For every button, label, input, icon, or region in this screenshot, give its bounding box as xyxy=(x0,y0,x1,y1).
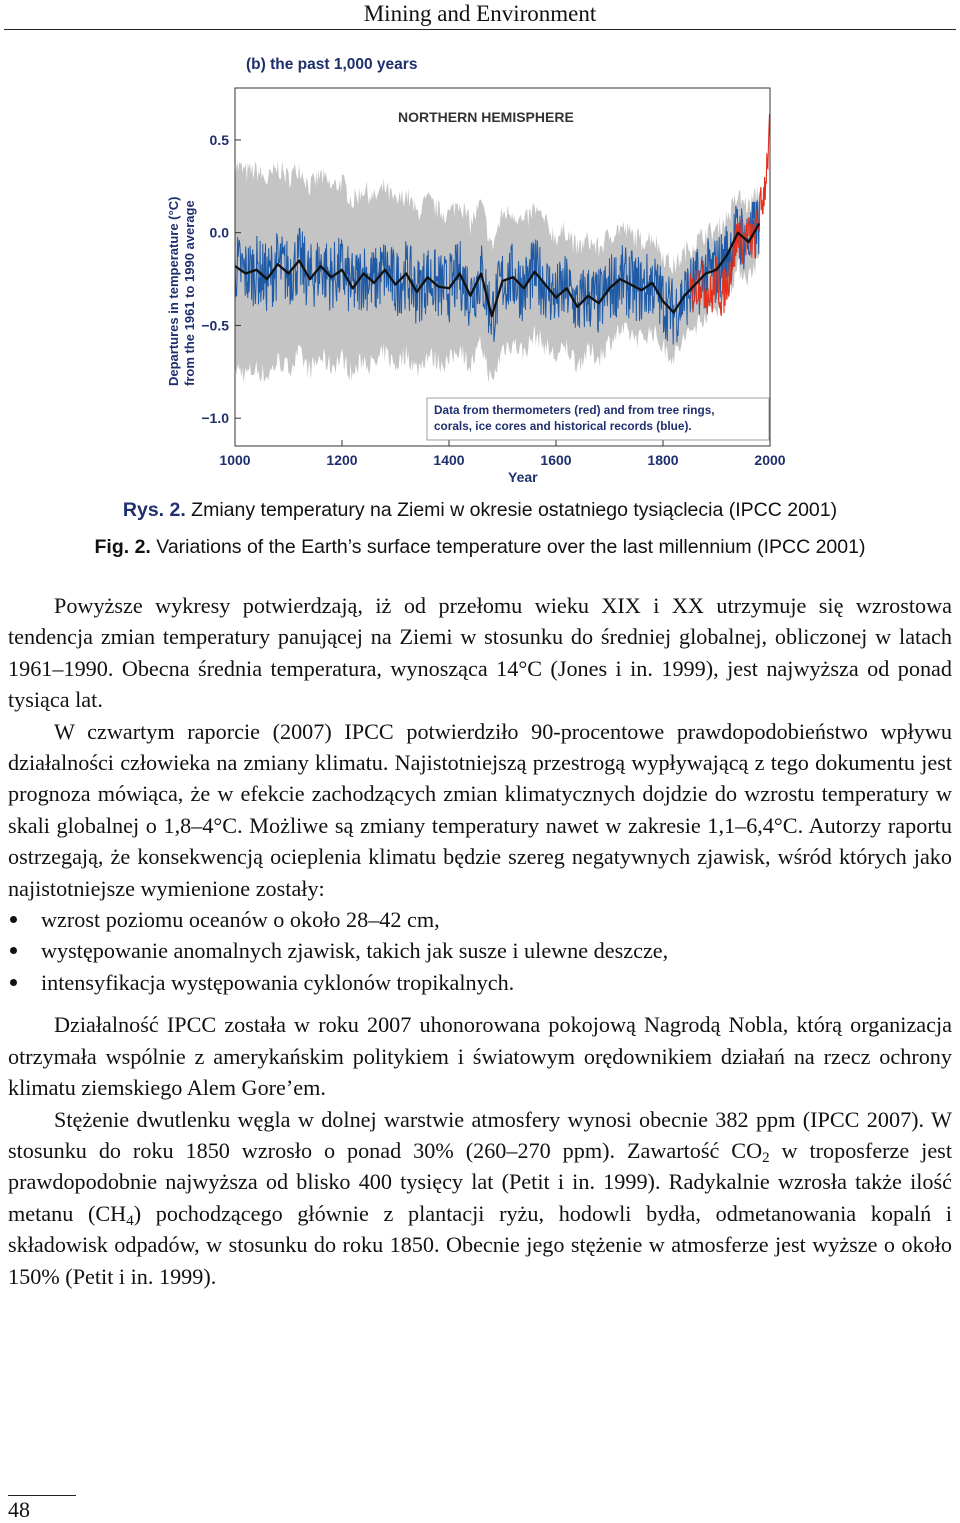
uncertainty-band xyxy=(235,161,759,383)
caption-english xyxy=(0,535,960,559)
bullet-text: intensyfikacja występowania cyklonów tropikalnych. xyxy=(41,969,515,995)
paragraph-1: Powyższe wykresy potwierdzają, iż od przełomu wieku XIX i XX utrzymuje się wzrostowa tendencja zmian temperatury panującej na Ziemi w stosunku do średniej globalnej, obliczonej w latach 1961–1990. Obecna średnia temperatura, wynosząca 14°C (Jones i in. 1999), jest najwyższa od ponad tysiąca lat. xyxy=(8,593,952,713)
y-axis-label-line2: from the 1961 to 1990 average xyxy=(182,200,197,386)
x-tick-label: 1400 xyxy=(433,452,465,468)
y-tick-label: −0.5 xyxy=(201,317,229,334)
bullet-item xyxy=(8,967,952,998)
caption-polish-text: Zmiany temperatury na Ziemi w okresie ostatniego tysiąclecia (IPCC 2001) xyxy=(185,499,838,521)
x-tick-label: 1200 xyxy=(326,452,358,468)
paragraph-3: Działalność IPCC została w roku 2007 uhonorowana pokojową Nagrodą Nobla, którą organizacja otrzymała wspólnie z amerykańskim politykiem i światowym orędownikiem działań na rzecz ochrony klimatu ziemskiego Alem Gore’em. xyxy=(8,1012,952,1101)
bullet-icon xyxy=(10,979,17,986)
temperature-chart xyxy=(150,44,810,490)
temperature-figure xyxy=(150,44,810,490)
legend-line1: Data from thermometers (red) and from tree rings, xyxy=(434,403,715,417)
bullet-icon xyxy=(10,916,17,923)
x-tick-label: 1800 xyxy=(647,452,679,468)
bullet-text: wzrost poziomu oceanów o około 28–42 cm, xyxy=(41,907,440,933)
bullet-item xyxy=(8,935,952,966)
y-tick-label: 0.0 xyxy=(209,224,229,241)
bullet-icon xyxy=(10,947,17,954)
paragraph-gap xyxy=(8,998,952,1009)
legend-line2: corals, ice cores and historical records (blue). xyxy=(434,419,692,433)
co2-subscript: 2 xyxy=(762,1149,770,1166)
x-tick-label: 1600 xyxy=(540,452,572,468)
paragraph-2: W czwartym raporcie (2007) IPCC potwierdziło 90-procentowe prawdopodobieństwo wpływu działalności człowieka na zmiany klimatu. Najistotniejszą przestrogą wypływającą z tego dokumentu jest prognoza mówiąca, że w efekcie zachodzących zmian klimatycznych dojdzie do wzrostu temperatury w skali globalnej o 1,8–4°C. Możliwe są zmiany temperatury nawet w zakresie 1,1–6,4°C. Autorzy raportu ostrzegają, że konsekwencją ocieplenia klimatu będzie szereg negatywnych zjawisk, wśród których jako najistotniejsze wymienione zostały: xyxy=(8,718,952,901)
caption-english-text: Variations of the Earth’s surface temperature over the last millennium (IPCC 2001) xyxy=(150,536,866,558)
paragraph-4-part-b: w troposferze jest prawdopodobnie najwyższa od blisko 400 tysięcy lat (Petit i in. 1999). Radykalnie wzrosła także ilość metanu (CH xyxy=(8,1137,952,1226)
page-number: 48 xyxy=(8,1497,30,1522)
caption-polish xyxy=(0,498,960,522)
x-axis-label: Year xyxy=(508,469,538,485)
header-rule xyxy=(4,29,956,30)
panel-title: (b) the past 1,000 years xyxy=(246,56,418,73)
y-axis-label-line1: Departures in temperature (°C) xyxy=(166,196,181,386)
bullet-list xyxy=(8,904,952,998)
bullet-item xyxy=(8,904,952,935)
x-tick-label: 1000 xyxy=(219,452,251,468)
ch4-subscript: 4 xyxy=(126,1212,134,1229)
bullet-text: występowanie anomalnych zjawisk, takich jak susze i ulewne deszcze, xyxy=(41,938,669,964)
footer-rule xyxy=(8,1495,76,1496)
plot-area xyxy=(235,114,770,383)
region-label: NORTHERN HEMISPHERE xyxy=(398,109,574,125)
y-axis-label xyxy=(166,197,197,386)
running-head: Mining and Environment xyxy=(363,1,597,26)
paragraph-4-part-a: Stężenie dwutlenku węgla w dolnej warstwie atmosfery wynosi obecnie 382 ppm (IPCC 2007). W stosunku do roku 1850 wzrosło o ponad 30% (260–270 ppm). Zawartość CO xyxy=(8,1106,952,1163)
caption-polish-label: Rys. 2. xyxy=(122,499,186,521)
paragraph-4-part-c: ) pochodzącego głównie z plantacji ryżu, hodowli bydła, odmetanowania kopalń i składowisk odpadów, w stosunku do roku 1850. Obecnie jego stężenie w atmosferze jest wyższe o około 150% (Petit i in. 1999). xyxy=(8,1200,952,1289)
y-tick-label: −1.0 xyxy=(201,410,229,427)
x-tick-label: 2000 xyxy=(754,452,786,468)
caption-english-label: Fig. 2. xyxy=(94,536,151,558)
paragraph-4 xyxy=(8,1104,952,1292)
body-text xyxy=(8,590,952,1292)
y-tick-label: 0.5 xyxy=(209,131,229,148)
